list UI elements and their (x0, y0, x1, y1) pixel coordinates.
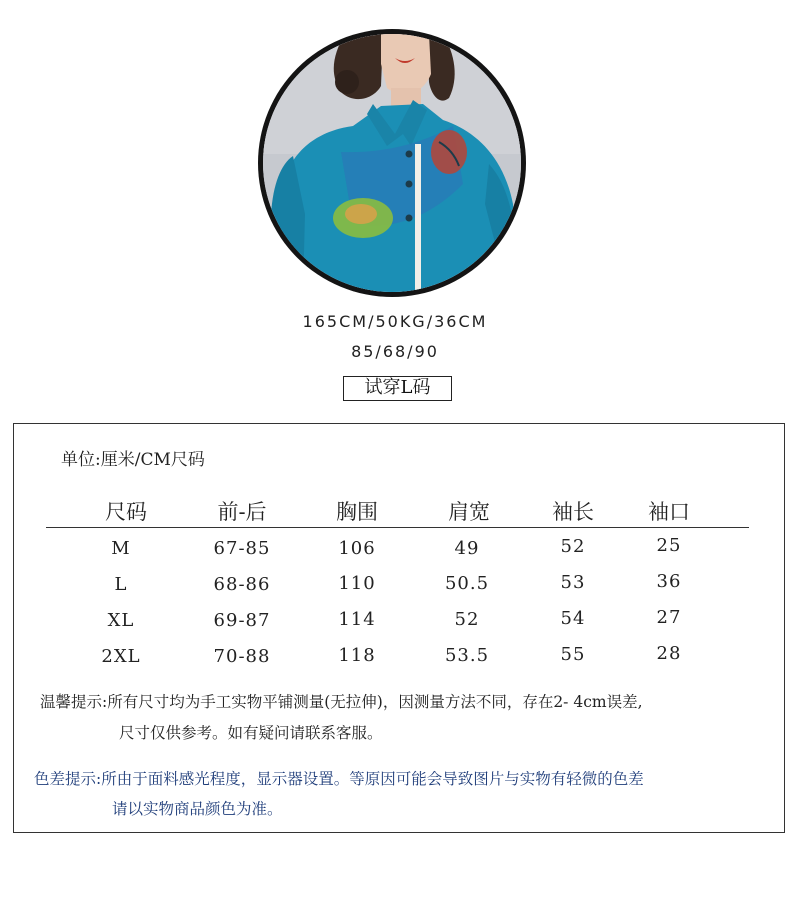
measurement-note-2: 尺寸仅供参考。如有疑问请联系客服。 (119, 724, 383, 742)
cell-cuff: 36 (656, 571, 682, 592)
header-size: 尺码 (105, 500, 147, 524)
cell-size: XL (107, 610, 135, 631)
size-unit-label: 单位:厘米/CM尺码 (61, 450, 205, 470)
header-length: 前-后 (217, 500, 267, 524)
cell-shoulder: 53.5 (444, 645, 490, 666)
header-sleeve-length: 袖长 (552, 500, 594, 524)
cell-size: 2XL (101, 646, 141, 667)
cell-chest: 110 (338, 573, 376, 594)
measurement-note: 温馨提示:所有尺寸均为手工实物平铺测量(无拉伸)，因测量方法不同，存在2- 4cm误差, (40, 693, 643, 711)
color-note-2: 请以实物商品颜色为准。 (112, 800, 283, 818)
cell-size: L (114, 574, 128, 595)
cell-cuff: 27 (656, 607, 682, 628)
cell-chest: 114 (338, 609, 376, 630)
model-measurements: 165CM/50KG/36CM (302, 312, 488, 331)
model-illustration (263, 34, 521, 292)
header-shoulder: 肩宽 (448, 500, 490, 524)
cell-shoulder: 52 (454, 609, 480, 630)
cell-sleeve-length: 54 (560, 608, 586, 629)
cell-chest: 118 (338, 645, 376, 666)
cell-sleeve-length: 53 (560, 572, 586, 593)
fit-size-label: 试穿L码 (343, 376, 452, 401)
size-chart (13, 423, 785, 833)
cell-length: 67-85 (213, 538, 271, 559)
cell-length: 68-86 (213, 574, 271, 595)
cell-shoulder: 49 (454, 538, 480, 559)
model-body-size: 85/68/90 (351, 342, 439, 361)
cell-sleeve-length: 55 (560, 644, 586, 665)
header-divider (46, 527, 749, 528)
cell-chest: 106 (338, 538, 376, 559)
cell-length: 69-87 (213, 610, 271, 631)
cell-length: 70-88 (213, 646, 271, 667)
cell-cuff: 28 (656, 643, 682, 664)
cell-cuff: 25 (656, 535, 682, 556)
cell-sleeve-length: 52 (560, 536, 586, 557)
cell-size: M (111, 538, 131, 559)
cell-shoulder: 50.5 (444, 573, 490, 594)
header-chest: 胸围 (336, 500, 378, 524)
header-cuff: 袖口 (648, 500, 690, 524)
model-photo-frame (258, 29, 526, 297)
color-note: 色差提示:所由于面料感光程度，显示器设置。等原因可能会导致图片与实物有轻微的色差 (34, 770, 644, 788)
model-photo (263, 34, 521, 292)
